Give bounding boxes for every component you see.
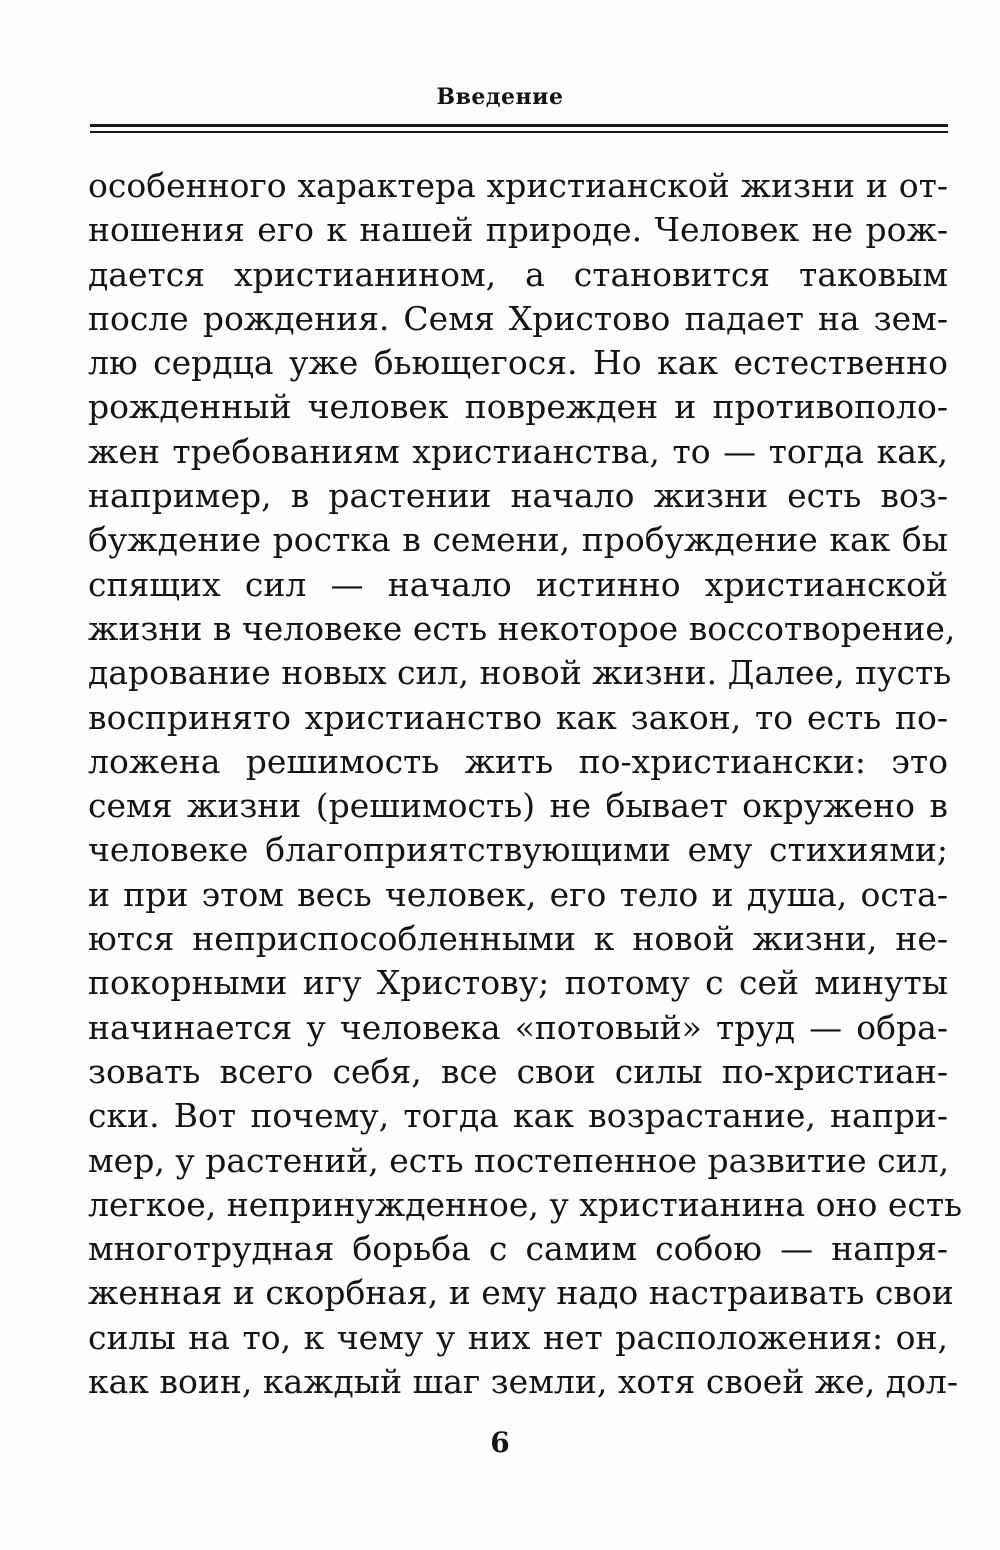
text-line: женная и скорбная, и ему надо настраивать свои <box>88 1273 954 1313</box>
header-rule-thick <box>90 124 948 127</box>
text-line: многотрудная борьба с самим собою — напря- <box>88 1229 948 1269</box>
text-line: силы на то, к чему у них нет расположения: он, <box>88 1317 948 1357</box>
header-rule-thin <box>90 131 948 133</box>
text-line: зовать всего себя, все свои силы по-христиан- <box>88 1051 948 1091</box>
text-line: особенного характера христианской жизни и от- <box>88 166 948 205</box>
text-line: покорными игу Христову; потому с сей минуты <box>88 963 948 1003</box>
text-line: ски. Вот почему, тогда как возрастание, напри- <box>88 1096 948 1136</box>
body-text <box>88 164 963 1404</box>
text-line: легкое, непринужденное, у христианина оно есть <box>88 1184 963 1224</box>
text-line: рожденный человек поврежден и противополо- <box>88 387 948 427</box>
text-line: и при этом весь человек, его тело и душа, оста- <box>88 874 948 914</box>
text-line: мер, у растений, есть постепенное развитие сил, <box>88 1140 950 1180</box>
text-line: начинается у человека «потовый» труд — обра- <box>88 1007 948 1047</box>
text-line: спящих сил — начало истинно христианской <box>88 564 948 604</box>
text-line: буждение ростка в семени, пробуждение как бы <box>88 520 948 560</box>
text-line: ложена решимость жить по-христиански: это <box>88 741 948 781</box>
text-line: человеке благоприятствующими ему стихиями; <box>88 830 948 870</box>
text-line: лю сердца уже бьющегося. Но как естественно <box>88 343 948 383</box>
text-line: ношения его к нашей природе. Человек не рож- <box>88 210 948 250</box>
text-line: жен требованиям христианства, то — тогда как, <box>88 431 948 471</box>
text-line: например, в растении начало жизни есть воз- <box>88 476 948 516</box>
text-line: после рождения. Семя Христово падает на зем- <box>88 298 948 338</box>
text-line: дается христианином, а становится таковым <box>88 254 948 294</box>
text-line: жизни в человеке есть некоторое воссотворение, <box>88 608 956 648</box>
text-line: как воин, каждый шаг земли, хотя своей же, дол- <box>88 1362 958 1402</box>
text-line: воспринято христианство как закон, то есть по- <box>88 697 948 737</box>
text-line: семя жизни (решимость) не бывает окружено в <box>88 786 948 826</box>
text-line: дарование новых сил, новой жизни. Далее, пусть <box>88 653 952 693</box>
running-title: Введение <box>436 84 564 110</box>
text-line: ются неприспособленными к новой жизни, не- <box>88 919 948 959</box>
page-number: 6 <box>490 1426 510 1459</box>
